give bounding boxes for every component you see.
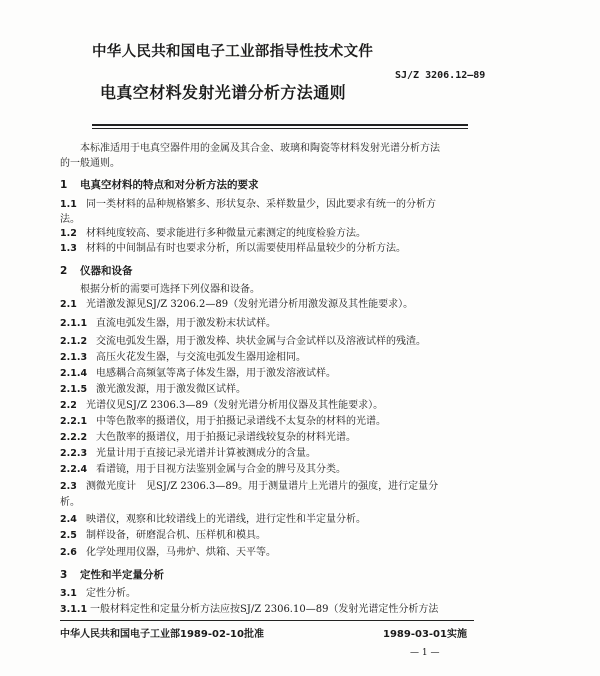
clause (60, 197, 436, 212)
section-heading (60, 177, 259, 192)
clause (60, 462, 346, 477)
issuer-heading: 中华人民共和国电子工业部指导性技术文件 (92, 44, 374, 60)
clause-number: 2.3 (60, 481, 77, 492)
clause (60, 398, 383, 413)
section-number: 3 (60, 569, 68, 581)
clause (60, 334, 426, 349)
clause-text: 同一类材料的品种规格繁多、形状复杂、采样数量少，因此要求有统一的分析方 (86, 199, 436, 210)
clause (60, 226, 366, 241)
document-title: 电真空材料发射光谱分析方法通则 (100, 83, 347, 102)
clause (60, 545, 276, 560)
clause-number: 1.2 (60, 228, 77, 239)
clause-number: 2.2.4 (60, 464, 88, 475)
header-rule-thick (92, 124, 468, 126)
footer-rule (60, 620, 474, 621)
clause-number: 2.2.2 (60, 432, 88, 443)
clause-text: 光量计用于直接记录光谱并计算被测成分的含量。 (96, 448, 316, 459)
clause (60, 586, 136, 601)
clause (60, 512, 366, 527)
clause-text: 化学处理用仪器，马弗炉、烘箱、天平等。 (86, 547, 276, 558)
clause-text: 定性分析。 (86, 588, 136, 599)
clause-number: 2.1.5 (60, 384, 88, 395)
clause (60, 446, 316, 461)
clause-text: 看谱镜，用于目视方法鉴别金属与合金的牌号及其分类。 (96, 464, 346, 475)
standard-code: SJ/Z 3206.12—89 (395, 70, 486, 81)
section-title: 电真空材料的特点和对分析方法的要求 (80, 179, 259, 191)
clause-number: 2.2.1 (60, 416, 88, 427)
clause (60, 602, 438, 617)
clause-number: 3.1.1 (60, 604, 88, 615)
clause-number: 2.1 (60, 299, 77, 310)
clause (60, 316, 276, 331)
approval-line: 中华人民共和国电子工业部1989-02-10批准 (60, 629, 264, 640)
clause-continuation: 析。 (60, 497, 80, 508)
clause-text: 交流电弧发生器，用于激发棒、块状金属与合金试样以及溶液试样的残渣。 (96, 336, 426, 347)
clause (60, 350, 306, 365)
clause (60, 297, 413, 312)
section-number: 1 (60, 179, 68, 191)
page-number: — 1 — (410, 648, 440, 658)
clause-text: 光谱激发源见SJ/Z 3206.2—89（发射光谱分析用激发源及其性能要求）。 (86, 299, 414, 310)
clause-number: 2.1.1 (60, 318, 88, 329)
clause-number: 2.4 (60, 514, 77, 525)
clause-text: 直流电弧发生器，用于激发粉末状试样。 (96, 318, 276, 329)
clause-text: 映谱仪，观察和比较谱线上的光谱线，进行定性和半定量分析。 (86, 514, 366, 525)
clause-text: 一般材料定性和定量分析方法应按SJ/Z 2306.10—89（发射光谱定性分析方法 (90, 604, 439, 615)
clause-text: 大色散率的摄谱仪，用于拍摄记录谱线较复杂的材料光谱。 (96, 432, 356, 443)
section-heading (60, 263, 133, 278)
section-title: 定性和半定量分析 (80, 569, 164, 581)
clause-text: 电感耦合高频氩等离子体发生器，用于激发溶液试样。 (96, 368, 336, 379)
clause (60, 366, 336, 381)
clause-text: 测微光度计 见SJ/Z 2306.3—89。用于测量谱片上光谱片的强度，进行定量分 (86, 481, 439, 492)
section-heading (60, 567, 164, 582)
clause (60, 241, 406, 256)
clause-text: 材料纯度较高、要求能进行多种微量元素测定的纯度检验方法。 (86, 228, 366, 239)
header-rule-thin (92, 128, 468, 129)
clause-number: 2.2 (60, 400, 77, 411)
clause-text: 激光激发源，用于激发微区试样。 (96, 384, 246, 395)
clause-text: 材料的中间制品有时也要求分析，所以需要使用样品量较少的分析方法。 (86, 243, 406, 254)
section-title: 仪器和设备 (80, 265, 133, 277)
clause (60, 528, 266, 543)
clause-number: 2.6 (60, 547, 77, 558)
clause-number: 2.1.2 (60, 336, 88, 347)
effective-date: 1989-03-01实施 (383, 629, 467, 640)
clause-number: 2.1.3 (60, 352, 88, 363)
clause-text: 中等色散率的摄谱仪，用于拍摄记录谱线不太复杂的材料的光谱。 (96, 416, 386, 427)
clause (60, 382, 246, 397)
clause-text: 高压火花发生器，与交流电弧发生器用途相同。 (96, 352, 306, 363)
clause (60, 414, 386, 429)
clause (60, 479, 438, 494)
clause (60, 430, 356, 445)
clause-continuation: 法。 (60, 214, 80, 225)
clause-number: 2.5 (60, 530, 77, 541)
section-number: 2 (60, 265, 68, 277)
clause-text: 制样设备，研磨混合机、压样机和模具。 (86, 530, 266, 541)
clause-number: 1.1 (60, 199, 77, 210)
intro-line-1: 本标准适用于电真空器件用的金属及其合金、玻璃和陶瓷等材料发射光谱分析方法 (80, 143, 440, 154)
clause-number: 3.1 (60, 588, 77, 599)
clause-number: 1.3 (60, 243, 77, 254)
clause-number: 2.2.3 (60, 448, 88, 459)
intro-line-2: 的一般通则。 (60, 158, 120, 169)
clause-text: 光谱仪见SJ/Z 2306.3—89（发射光谱分析用仪器及其性能要求）。 (86, 400, 384, 411)
section-lead: 根据分析的需要可选择下列仪器和设备。 (80, 284, 260, 295)
clause-number: 2.1.4 (60, 368, 88, 379)
